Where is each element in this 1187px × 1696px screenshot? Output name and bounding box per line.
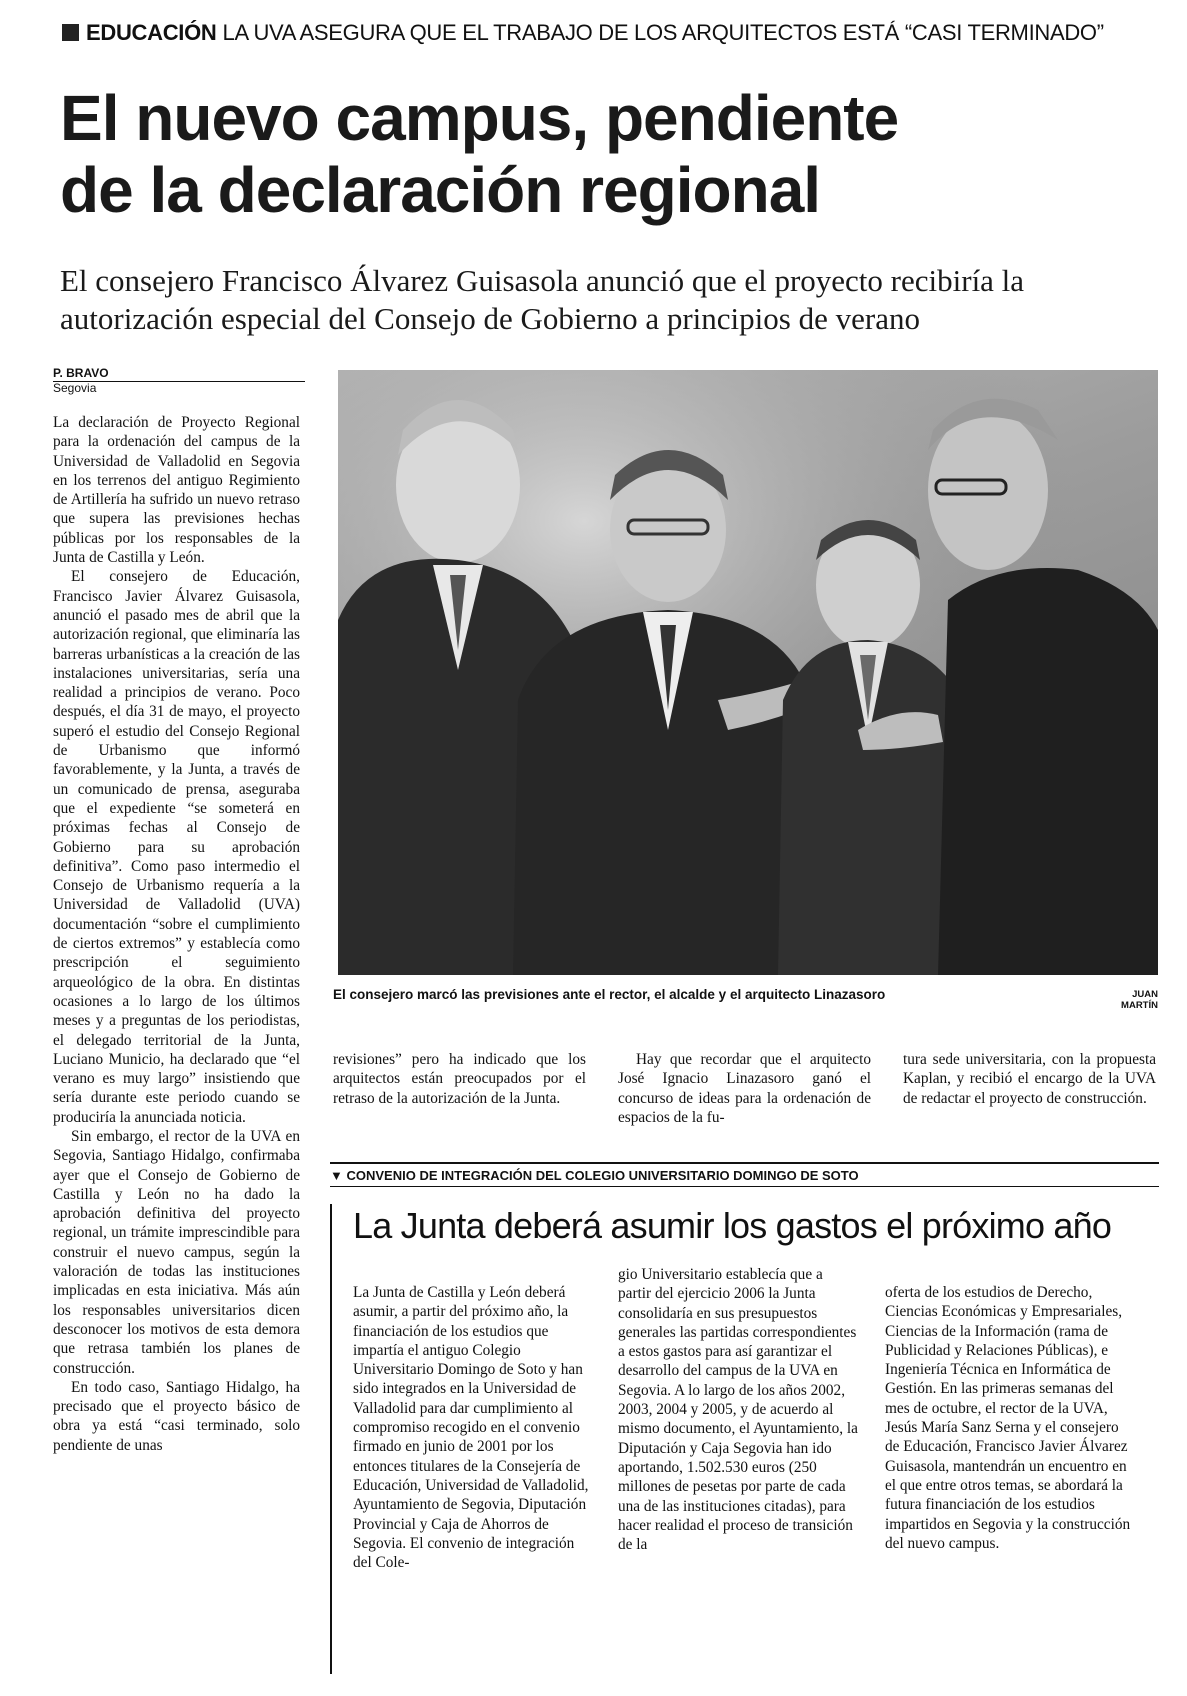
section-label: EDUCACIÓN [86,20,217,45]
news-photo [338,370,1158,975]
section-square-icon [62,24,79,41]
triangle-down-icon: ▼ [330,1168,343,1183]
byline-place: Segovia [53,381,97,395]
article-column-continuation-b [618,1050,871,1127]
sidebar-kicker [330,1168,1159,1183]
headline-line-2: de la declaración regional [60,154,821,226]
byline [53,367,305,395]
sidebar-rule-top [330,1162,1159,1164]
article-paragraph: El consejero de Educación, Francisco Javier Álvarez Guisasola, anunció el pasado mes de abril que la autorización regional, que eliminaría las barreras urbanísticas a la creación de las instalaciones universitarias, sería una realidad a principios de verano. Poco después, el día 31 de mayo, el proyecto superó el estudio del Consejo Regional de Urbanismo que informó favorablemente, y la Junta, a través de un comunicado de prensa, aseguraba que el expediente “se someterá en próximas fechas al Consejo de Gobierno para su aprobación definitiva”. Como paso intermedio el Consejo de Urbanismo requería a la Universidad de Valladolid (UVA) documentación “sobre el cumplimiento de ciertos extremos” y establecía como prescripción el seguimiento arqueológico de la obra. En distintas ocasiones a lo largo de los últimos meses y a preguntas de los periodistas, el delegado territorial de la Junta, Luciano Municio, ha declarado que “el verano es muy largo” insistiendo que sería durante este periodo cuando se produciría la anunciada noticia. [53,568,300,1126]
subheadline [60,262,1160,338]
kicker-text: LA UVA ASEGURA QUE EL TRABAJO DE LOS ARQUITECTOS ESTÁ “CASI TERMINADO” [222,20,1104,45]
subhead-line-1: El consejero Francisco Álvarez Guisasola anunció que el proyecto recibiría la [60,263,1025,298]
article-paragraph: Sin embargo, el rector de la UVA en Segovia, Santiago Hidalgo, confirmaba ayer que el Consejo de Gobierno de Castilla y León no ha dado la aprobación definitiva del proyecto regional, un trámite imprescindible para construir el nuevo campus, según la valoración de todas las instituciones implicadas en esta iniciativa. Más aún los responsables universitarios dicen desconocer los motivos de esta demora que retrasa también los planes de construcción. [53,1127,300,1377]
photo-caption: El consejero marcó las previsiones ante el rector, el alcalde y el arquitecto Linazasoro [333,987,886,1002]
sidebar-title: La Junta deberá asumir los gastos el próximo año [353,1205,1112,1246]
article-paragraph: Hay que recordar que el arquitecto José Ignacio Linazasoro ganó el concurso de ideas para la ordenación de espacios de la fu- [618,1051,871,1126]
headline-line-1: El nuevo campus, pendiente [60,82,899,154]
subhead-line-2: autorización especial del Consejo de Gobierno a principios de verano [60,301,920,336]
sidebar-rule-left [330,1204,332,1674]
sidebar-rule-mid [330,1186,1159,1187]
article-column-left [53,413,300,1683]
photo-credit: JUAN MARTÍN [1121,989,1158,1011]
headline [60,82,1150,226]
article-column-continuation-a [333,1050,586,1108]
article-paragraph: En todo caso, Santiago Hidalgo, ha precisado que el proyecto básico de obra ya está “casi terminado, solo pendiente de unas [53,1378,300,1454]
article-paragraph: revisiones” pero ha indicado que los arquitectos están preocupados por el retraso de la autorización de la Junta. [333,1051,586,1107]
byline-author: P. BRAVO [53,367,305,382]
section-kicker [62,18,1142,48]
photo-illustration [338,370,1158,975]
article-paragraph: tura sede universitaria, con la propuesta Kaplan, y recibió el encargo de la UVA de redactar el proyecto de construcción. [903,1051,1156,1107]
sidebar-column-2: gio Universitario establecía que a partir del ejercicio 2006 la Junta consolidaría en sus presupuestos generales las partidas correspondientes a estos gastos para así garantizar el desarrollo del campus de la UVA en Segovia. A lo largo de los años 2002, 2003, 2004 y 2005, y de acuerdo al mismo documento, el Ayuntamiento, la Diputación y Caja Segovia han ido aportando, 1.502.530 euros (250 millones de pesetas por parte de cada una de las instituciones citadas), para hacer realidad el proceso de transición de la [618,1266,858,1554]
sidebar-column-1: La Junta de Castilla y León deberá asumir, a partir del próximo año, la financiación de los estudios que impartía el antiguo Colegio Universitario Domingo de Soto y han sido integrados en la Universidad de Valladolid para dar cumplimiento al compromiso recogido en el convenio firmado en junio de 2001 por los entonces titulares de la Consejería de Educación, Universidad de Valladolid, Ayuntamiento de Segovia, Diputación Provincial y Caja de Ahorros de Segovia. El convenio de integración del Cole- [353,1284,589,1572]
article-column-continuation-c [903,1050,1156,1108]
article-paragraph: La declaración de Proyecto Regional para la ordenación del campus de la Universidad de Valladolid en Segovia en los terrenos del antiguo Regimiento de Artillería ha sufrido un nuevo retraso que supera las previsiones hechas públicas por los responsables de la Junta de Castilla y León. [53,414,300,567]
sidebar-column-3: oferta de los estudios de Derecho, Ciencias Económicas y Empresariales, Ciencias de la Información (rama de Publicidad y Relaciones Públicas), e Ingeniería Técnica en Informática de Gestión. En las primeras semanas del mes de octubre, el rector de la UVA, Jesús María Sanz Serna y el consejero de Educación, Francisco Javier Álvarez Guisasola, mantendrán un encuentro en el que entre otros temas, se abordará la futura financiación de los estudios impartidos en Segovia y la construcción del nuevo campus. [885,1284,1131,1552]
sidebar-kicker-text: CONVENIO DE INTEGRACIÓN DEL COLEGIO UNIVERSITARIO DOMINGO DE SOTO [346,1168,859,1183]
